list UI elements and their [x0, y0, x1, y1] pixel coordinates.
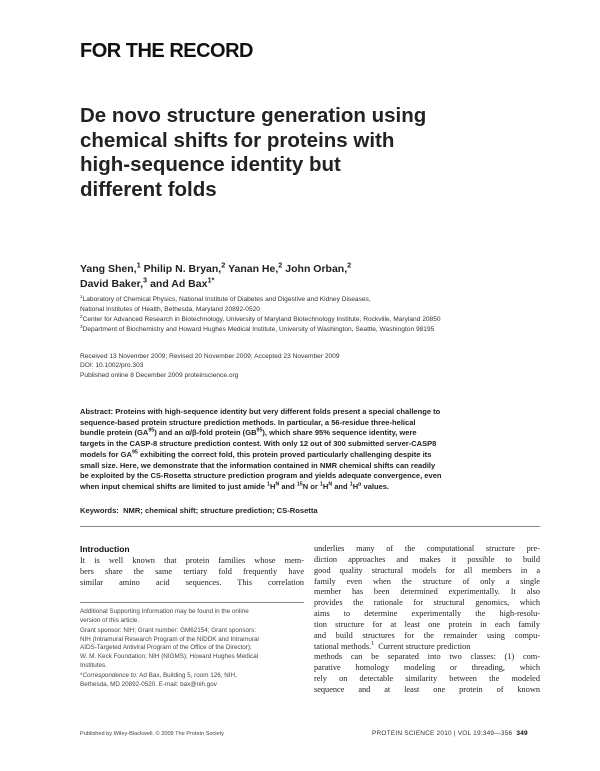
keywords-label: Keywords: [80, 506, 119, 515]
body-line: and build structures for the remainder using compu- [314, 630, 540, 640]
author-name: John Orban, [285, 263, 348, 275]
correspondence-line: *Correspondence to: Ad Bax, Building 5, room 126, NIH, [80, 672, 237, 680]
author-name: and Ad Bax [150, 277, 208, 290]
author-affil-mark: 1* [207, 275, 215, 284]
article-title [80, 104, 500, 202]
author-list [80, 262, 351, 291]
footnote-line: NIH (Intramural Research Program of the NIDDK and Intramural [80, 635, 259, 643]
abstract-line: small size. Here, we demonstrate that the information contained in NMR chemical shifts can readily [80, 460, 436, 470]
author-affil-mark: 2 [278, 260, 283, 270]
body-line: member has been determined experimentally. It also [314, 587, 540, 597]
abstract-line: when input chemical shifts are limited to just amide $^1H^N$ and $^{15}$N or $^1H^N$ and $^1H^\alpha$ values. [80, 481, 390, 491]
body-line: rely on detectable similarity between the modeled [314, 674, 540, 684]
abstract-line: Proteins with high-sequence identity but very different folds present a special challenge to [115, 407, 441, 416]
author-affil-mark: 2 [347, 260, 352, 270]
author-name: Yang Shen, [80, 263, 137, 275]
publication-dates [80, 352, 340, 380]
footnote-line: version of this article. [80, 616, 140, 624]
publisher-footer: Published by Wiley-Blackwell. © 2009 The Protein Society [80, 731, 224, 737]
footnote-line: Institutes. [80, 661, 107, 669]
abstract-line: be exploited by the CS-Rosetta structure prediction program and yields adequate convergence, even [80, 471, 442, 481]
author-affil-mark: 2 [221, 260, 226, 270]
footnote-line: Additional Supporting Information may be found in the online [80, 608, 249, 615]
page-number: 349 [516, 730, 528, 737]
affiliation-text: Center for Advanced Research in Biotechnology, University of Maryland Biotechnology Institute, Rockville, Maryland 20850 [82, 316, 441, 323]
author-affil-mark: 3 [143, 275, 148, 284]
body-column-right [314, 544, 540, 696]
body-line: similar amino acid sequences. This correlation [80, 577, 304, 587]
author-name: Yanan He, [228, 263, 279, 275]
section-divider [80, 526, 540, 527]
journal-footer [372, 730, 528, 737]
title-line: chemical shifts for proteins with [80, 128, 395, 152]
affiliation-text: Department of Biochemistry and Howard Hughes Medical Institute, University of Washington, Seattle, Washington 98195 [82, 326, 435, 333]
citation-ref[interactable]: 1 [371, 640, 375, 647]
affiliations [80, 295, 540, 335]
body-line: provides the rationale for structural genomics, which [314, 598, 540, 608]
affiliation-number: 1 [80, 293, 83, 299]
title-line: different folds [80, 177, 217, 201]
footnote-line: Grant sponsor: NIH; Grant number: GM62154; Grant sponsors: [80, 627, 257, 635]
body-line: underlies many of the computational structure pre- [314, 544, 540, 553]
footnotes [80, 608, 306, 691]
section-label: FOR THE RECORD [80, 40, 253, 62]
body-line: aims to determine experimentally the high-resolu- [314, 609, 540, 619]
abstract-line: sequence-based protein structure prediction methods. In particular, a 56-residue three-helical [80, 417, 416, 427]
doi: DOI: 10.1002/pro.303 [80, 362, 144, 370]
body-line: It is well known that protein families whose mem- [80, 556, 304, 565]
body-line: tational methods.$^1$ Current structure prediction [314, 640, 471, 651]
keywords-text: NMR; chemical shift; structure prediction; CS-Rosetta [123, 506, 318, 515]
title-line: high-sequence identity but [80, 153, 341, 176]
published-online: Published online 8 December 2009 proteinscience.org [80, 371, 239, 379]
keywords [80, 506, 318, 515]
footnote-divider [80, 602, 304, 603]
author-name: Philip N. Bryan, [143, 263, 222, 275]
author-affil-mark: 1 [136, 260, 141, 270]
affiliation-number: 2 [80, 313, 83, 319]
introduction-heading: Introduction [80, 544, 130, 554]
abstract-label: Abstract: [80, 407, 114, 416]
abstract-line: targets in the CASP-8 structure prediction contest. With only 12 out of 300 submitted server-CASP8 [80, 439, 437, 449]
body-line: tion structure for at least one protein in each family [314, 619, 540, 629]
body-line: sequence and at least one protein of known [314, 684, 540, 694]
abstract-line: models for GA$^{95}$ exhibiting the correct fold, this protein proved particularly challenging despite its [80, 449, 432, 459]
body-line: bers share the same tertiary fold frequently have [80, 566, 304, 576]
body-line: parative homology modeling or threading, which [314, 663, 540, 673]
abstract [80, 407, 536, 493]
author-name: David Baker, [80, 277, 144, 290]
affiliation-number: 3 [80, 323, 83, 329]
affiliation-text: Laboratory of Chemical Physics, National Institute of Diabetes and Digestive and Kidney Diseases, [82, 296, 371, 303]
abstract-line: bundle protein (GA$^{95}$) and an α/β-fold protein (GB$^{95}$), which share 95% sequence identity, were [80, 427, 417, 438]
body-line: methods can be separated into two classes: (1) com- [314, 652, 540, 662]
received-dates: Received 13 November 2009; Revised 20 November 2009; Accepted 23 November 2009 [80, 353, 340, 360]
title-line: De novo structure generation using [80, 104, 427, 127]
affiliation-text: National Institutes of Health, Bethesda, Maryland 20892-0520 [80, 306, 260, 313]
body-line: good quality structural models for all members in a [314, 565, 540, 575]
body-line: diction approaches and makes it possible to build [314, 554, 540, 564]
body-line: family even when the structure of only a single [314, 576, 540, 586]
journal-citation: PROTEIN SCIENCE 2010 | VOL 19:349—356 [372, 730, 513, 737]
body-column-left [80, 556, 304, 589]
footnote-line: W. M. Keck Foundation; NIH (NIGMS); Howard Hughes Medical [80, 652, 259, 660]
footnote-line: AIDS-Targeted Antiviral Program of the Office of the Director); [80, 644, 252, 652]
correspondence-line: Bethesda, MD 20892-0520. E-mail: bax@nih.gov [80, 680, 217, 688]
